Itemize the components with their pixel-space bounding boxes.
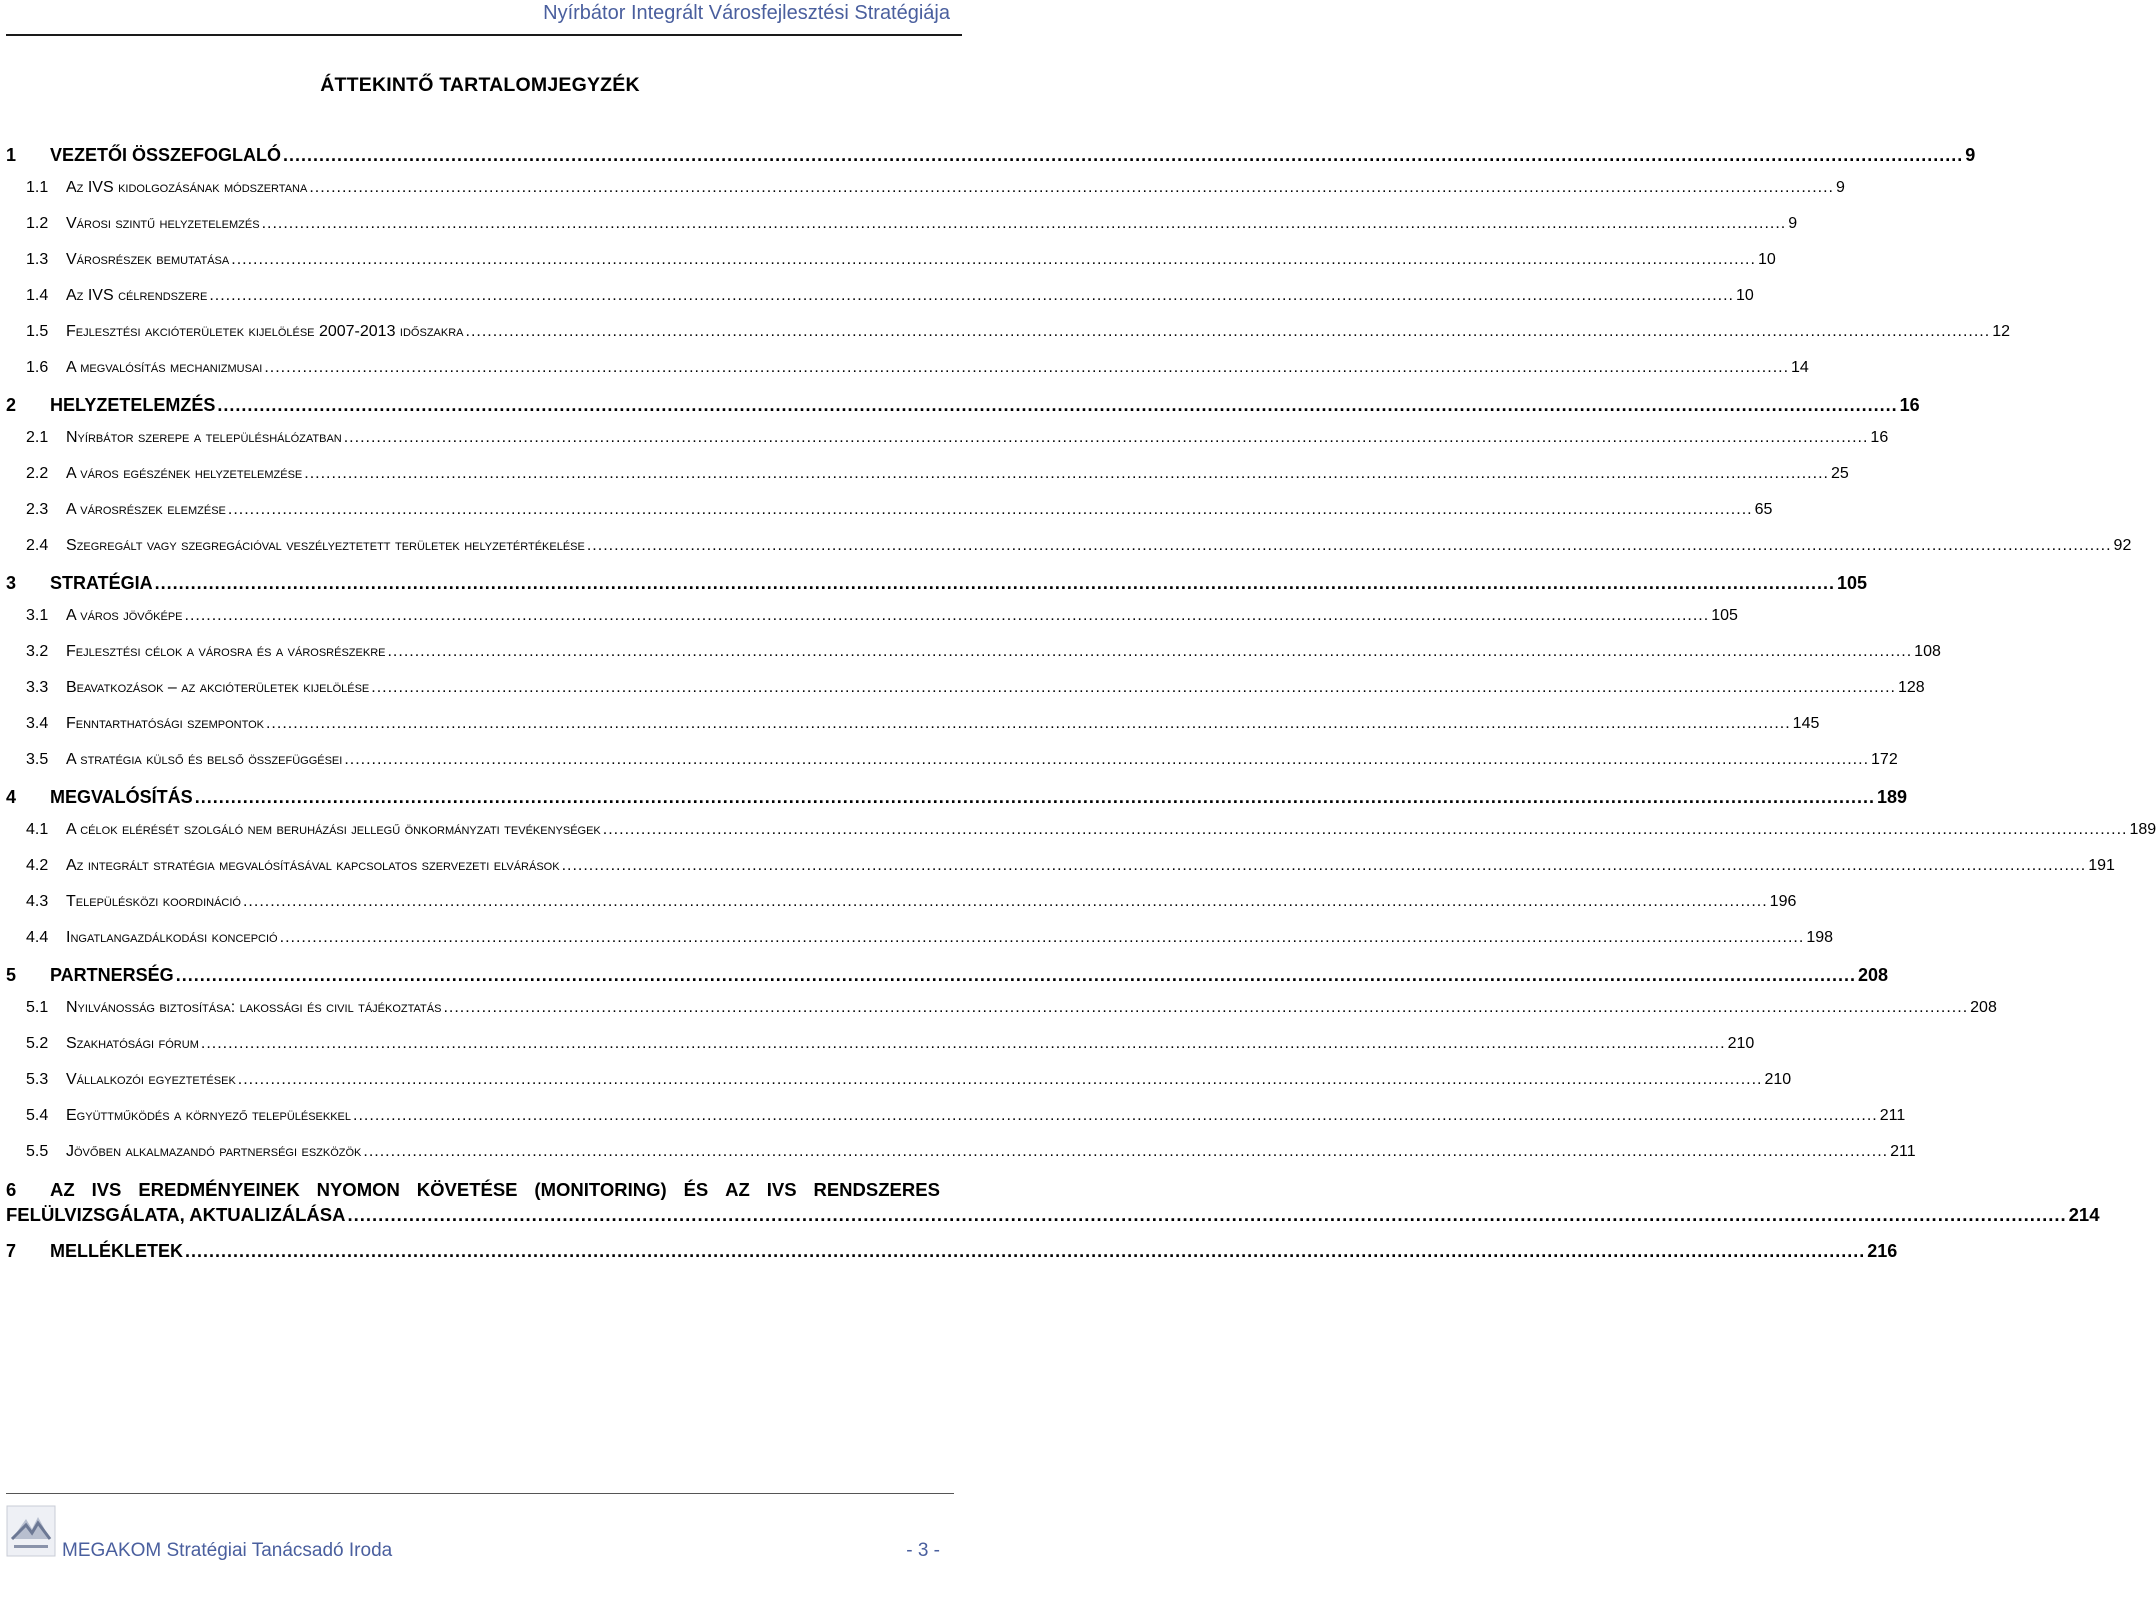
toc-entry-title-word: IVS bbox=[91, 1179, 122, 1200]
toc-entry-page: 10 bbox=[1757, 251, 1776, 268]
toc-entry-number: 2.2 bbox=[26, 465, 49, 482]
toc-entry[interactable] bbox=[6, 751, 1898, 787]
toc-entry[interactable] bbox=[6, 573, 1867, 607]
toc-entry-number: 2 bbox=[6, 395, 17, 415]
toc-entry-title-word: NYOMON bbox=[316, 1179, 400, 1200]
toc-entry-number: 1.2 bbox=[26, 215, 49, 232]
toc-dot-leader bbox=[309, 179, 1834, 197]
toc-entry-number: 1.4 bbox=[26, 287, 49, 304]
footer-company: MEGAKOM Stratégiai Tanácsadó Iroda bbox=[62, 1540, 393, 1561]
toc-entry-number: 3.3 bbox=[26, 679, 49, 696]
toc-entry[interactable] bbox=[6, 501, 1773, 537]
toc-entry[interactable] bbox=[6, 643, 1941, 679]
toc-title: ÁTTEKINTŐ TARTALOMJEGYZÉK bbox=[320, 74, 640, 96]
toc-entry-title: Fejlesztési célok a városra és a városrészekre bbox=[66, 643, 386, 660]
toc-entry-title: Vállalkozói egyeztetések bbox=[66, 1071, 236, 1088]
toc-entry-title: MELLÉKLETEK bbox=[50, 1241, 183, 1261]
toc-entry-title: Fenntarthatósági szempontok bbox=[66, 715, 264, 732]
toc-dot-leader bbox=[176, 965, 1856, 986]
toc-dot-leader bbox=[195, 787, 1875, 808]
toc-entry-title: Az IVS célrendszere bbox=[66, 287, 208, 304]
toc-entry-title-word: RENDSZERES bbox=[813, 1179, 940, 1200]
toc-entry-page: 214 bbox=[2068, 1204, 2100, 1225]
toc-entry-title: Az IVS kidolgozásának módszertana bbox=[66, 179, 308, 196]
toc-entry-title-word: AZ bbox=[725, 1179, 750, 1200]
toc-dot-leader bbox=[353, 1107, 1878, 1125]
toc-entry-title: Szakhatósági fórum bbox=[66, 1035, 199, 1052]
toc-dot-leader bbox=[371, 679, 1896, 697]
toc-entry-page: 65 bbox=[1754, 501, 1773, 518]
toc-entry-number: 5.2 bbox=[26, 1035, 49, 1052]
toc-dot-leader bbox=[185, 607, 1710, 625]
toc-entry-page: 12 bbox=[1992, 323, 2010, 340]
toc-entry[interactable] bbox=[6, 715, 1820, 751]
toc-entry-title: Az integrált stratégia megvalósításával kapcsolatos szervezeti elvárások bbox=[66, 857, 560, 874]
toc-entry-number: 6 bbox=[6, 1179, 17, 1200]
toc-entry-number: 7 bbox=[6, 1241, 17, 1261]
toc-entry[interactable] bbox=[6, 323, 2010, 359]
toc-entry-number: 5.5 bbox=[26, 1143, 49, 1160]
toc-entry-page: 208 bbox=[1970, 999, 1997, 1016]
toc-entry-number: 4.3 bbox=[26, 893, 49, 910]
toc-entry-page: 216 bbox=[1867, 1241, 1898, 1261]
toc-entry-title: Jövőben alkalmazandó partnerségi eszközök bbox=[66, 1143, 362, 1160]
toc-entry-page: 211 bbox=[1879, 1107, 1906, 1124]
toc-entry-title: Nyilvánosság biztosítása: lakossági és civil tájékoztatás bbox=[66, 999, 442, 1016]
toc-entry-number: 5.1 bbox=[26, 999, 49, 1016]
toc-dot-leader bbox=[209, 287, 1734, 305]
toc-entry-number: 5.3 bbox=[26, 1071, 49, 1088]
toc-entry[interactable] bbox=[6, 1071, 1792, 1107]
toc-entry[interactable] bbox=[6, 359, 1809, 395]
toc-dot-leader bbox=[264, 359, 1789, 377]
toc-entry-page: 208 bbox=[1857, 965, 1889, 985]
toc-entry-number: 2.4 bbox=[26, 537, 49, 554]
toc-entry-number: 2.3 bbox=[26, 501, 49, 518]
toc-entry-page: 25 bbox=[1830, 465, 1849, 482]
toc-entry-number: 3.1 bbox=[26, 607, 49, 624]
toc-entry[interactable] bbox=[6, 929, 1834, 965]
toc-dot-leader bbox=[155, 573, 1835, 594]
toc-entry[interactable] bbox=[6, 179, 1845, 215]
header-title: Nyírbátor Integrált Városfejlesztési Stratégiája bbox=[543, 2, 950, 24]
toc-entry-title: MEGVALÓSÍTÁS bbox=[50, 787, 193, 807]
toc-entry-number: 1.1 bbox=[26, 179, 49, 196]
toc-entry-title: Ingatlangazdálkodási koncepció bbox=[66, 929, 278, 946]
toc-entry-page: 210 bbox=[1764, 1071, 1792, 1088]
toc-entry-title: A város egészének helyzetelemzése bbox=[66, 465, 303, 482]
toc-entry[interactable] bbox=[6, 251, 1776, 287]
toc-dot-leader bbox=[283, 145, 1963, 166]
toc-entry-number: 3.5 bbox=[26, 751, 49, 768]
toc-entry-number: 1.3 bbox=[26, 251, 49, 268]
toc-entry[interactable] bbox=[6, 607, 1738, 643]
toc-entry-title: A stratégia külső és belső összefüggései bbox=[66, 751, 343, 768]
footer-divider bbox=[6, 1493, 954, 1494]
toc-entry-number: 5.4 bbox=[26, 1107, 49, 1124]
toc-dot-leader bbox=[280, 929, 1805, 947]
toc-dot-leader bbox=[231, 251, 1756, 269]
toc-entry[interactable] bbox=[6, 821, 2156, 857]
toc-entry-page: 198 bbox=[1806, 929, 1834, 946]
toc-entry-title: Együttműködés a környező településekkel bbox=[66, 1107, 352, 1124]
toc-entry-title-word: ÉS bbox=[683, 1179, 709, 1200]
toc-entry-title: A megvalósítás mechanizmusai bbox=[66, 359, 263, 376]
toc-entry-title-word: (MONITORING) bbox=[534, 1179, 667, 1200]
footer-page-number: - 3 - bbox=[906, 1540, 940, 1561]
toc-entry-page: 105 bbox=[1836, 573, 1867, 593]
toc-entry-title-word: IVS bbox=[766, 1179, 797, 1200]
toc-entry-page: 9 bbox=[1788, 215, 1798, 232]
toc-entry-number: 5 bbox=[6, 965, 17, 985]
toc-entry-page: 108 bbox=[1914, 643, 1941, 660]
toc-entry-page: 210 bbox=[1727, 1035, 1755, 1052]
toc-dot-leader bbox=[185, 1241, 1865, 1262]
toc-entry-title: STRATÉGIA bbox=[50, 573, 153, 593]
toc-entry[interactable] bbox=[6, 787, 1908, 821]
toc-entry-page: 172 bbox=[1871, 751, 1898, 768]
toc-entry-number: 4.2 bbox=[26, 857, 49, 874]
table-of-contents bbox=[6, 145, 2156, 1275]
toc-entry-page: 14 bbox=[1791, 359, 1809, 376]
toc-entry-page: 16 bbox=[1899, 395, 1920, 415]
toc-entry[interactable] bbox=[6, 857, 2115, 893]
toc-entry[interactable] bbox=[6, 465, 1849, 501]
toc-entry[interactable] bbox=[6, 999, 1997, 1035]
toc-entry-title: Városrészek bemutatása bbox=[66, 251, 230, 268]
toc-entry-page: 191 bbox=[2088, 857, 2115, 874]
toc-entry[interactable] bbox=[6, 395, 1920, 429]
toc-entry-title: FELÜLVIZSGÁLATA, AKTUALIZÁLÁSA bbox=[6, 1204, 346, 1225]
page-header bbox=[0, 0, 950, 25]
toc-entry-page: 10 bbox=[1736, 287, 1754, 304]
toc-dot-leader bbox=[344, 751, 1869, 769]
toc-entry-page: 189 bbox=[1876, 787, 1908, 807]
toc-entry[interactable] bbox=[6, 287, 1754, 323]
toc-entry[interactable] bbox=[6, 1241, 1898, 1275]
toc-dot-leader bbox=[217, 395, 1897, 416]
toc-entry-title: Beavatkozások – az akcióterületek kijelölése bbox=[66, 679, 370, 696]
toc-entry-number: 4 bbox=[6, 787, 17, 807]
toc-entry-title: A város jövőképe bbox=[66, 607, 183, 624]
toc-dot-leader bbox=[363, 1143, 1888, 1161]
toc-dot-leader bbox=[562, 857, 2087, 875]
toc-entry[interactable] bbox=[6, 965, 1889, 999]
toc-entry-number: 1 bbox=[6, 145, 17, 165]
toc-entry-page: 9 bbox=[1965, 145, 1976, 165]
toc-entry-title: Településközi koordináció bbox=[66, 893, 241, 910]
toc-entry-title: Városi szintű helyzetelemzés bbox=[66, 215, 260, 232]
toc-entry-title: Nyírbátor szerepe a településhálózatban bbox=[66, 429, 342, 446]
toc-entry-number: 3.4 bbox=[26, 715, 49, 732]
toc-dot-leader bbox=[443, 999, 1968, 1017]
toc-entry[interactable] bbox=[6, 679, 1925, 715]
toc-entry-page: 92 bbox=[2113, 537, 2132, 554]
megakom-logo-icon bbox=[6, 1505, 56, 1557]
toc-entry-number: 4.1 bbox=[26, 821, 49, 838]
toc-entry-title: A célok elérését szolgáló nem beruházási jellegű önkormányzati tevékenységek bbox=[66, 821, 601, 838]
toc-entry[interactable] bbox=[6, 1179, 2100, 1241]
toc-dot-leader bbox=[344, 429, 1869, 447]
toc-entry-page: 145 bbox=[1792, 715, 1820, 732]
toc-entry-title-word: EREDMÉNYEINEK bbox=[138, 1179, 300, 1200]
toc-entry-title: A városrészek elemzése bbox=[66, 501, 226, 518]
toc-entry-page: 9 bbox=[1836, 179, 1845, 196]
toc-dot-leader bbox=[304, 465, 1829, 483]
toc-entry-number: 1.5 bbox=[26, 323, 49, 340]
toc-entry-number: 4.4 bbox=[26, 929, 49, 946]
toc-entry-title: Szegregált vagy szegregációval veszélyeztetett területek helyzetértékelése bbox=[66, 537, 585, 554]
toc-dot-leader bbox=[238, 1071, 1763, 1089]
toc-entry[interactable] bbox=[6, 1107, 1906, 1143]
header-divider bbox=[6, 34, 962, 36]
toc-entry-number: 3.2 bbox=[26, 643, 49, 660]
toc-entry-page: 189 bbox=[2129, 821, 2156, 838]
toc-entry-number: 3 bbox=[6, 573, 17, 593]
toc-dot-leader bbox=[201, 1035, 1726, 1053]
toc-entry[interactable] bbox=[6, 1035, 1755, 1071]
toc-entry-number: 1.6 bbox=[26, 359, 49, 376]
toc-entry[interactable] bbox=[6, 1143, 1916, 1179]
toc-entry[interactable] bbox=[6, 429, 1889, 465]
toc-entry-page: 211 bbox=[1890, 1143, 1916, 1160]
toc-entry-page: 16 bbox=[1870, 429, 1889, 446]
toc-dot-leader bbox=[266, 715, 1791, 733]
toc-entry[interactable] bbox=[6, 893, 1797, 929]
toc-dot-leader bbox=[387, 643, 1912, 661]
toc-entry-title: HELYZETELEMZÉS bbox=[50, 395, 216, 415]
toc-entry-title: VEZETŐI ÖSSZEFOGLALÓ bbox=[50, 145, 282, 165]
toc-entry-title: Fejlesztési akcióterületek kijelölése 2007-2013 időszakra bbox=[66, 323, 464, 340]
toc-entry[interactable] bbox=[6, 145, 1976, 179]
toc-entry[interactable] bbox=[6, 537, 2132, 573]
toc-dot-leader bbox=[603, 821, 2128, 839]
toc-dot-leader bbox=[347, 1204, 2066, 1226]
toc-dot-leader bbox=[262, 215, 1787, 233]
toc-entry-title: PARTNERSÉG bbox=[50, 965, 174, 985]
toc-entry-page: 128 bbox=[1897, 679, 1925, 696]
toc-entry-number: 2.1 bbox=[26, 429, 49, 446]
toc-dot-leader bbox=[228, 501, 1753, 519]
toc-entry[interactable] bbox=[6, 215, 1798, 251]
toc-dot-leader bbox=[587, 537, 2112, 555]
toc-entry-title-word: KÖVETÉSE bbox=[416, 1179, 518, 1200]
toc-entry-title-word: AZ bbox=[50, 1179, 75, 1200]
toc-entry-page: 105 bbox=[1711, 607, 1738, 624]
toc-dot-leader bbox=[243, 893, 1768, 911]
toc-dot-leader bbox=[466, 323, 1991, 341]
toc-entry-page: 196 bbox=[1769, 893, 1797, 910]
